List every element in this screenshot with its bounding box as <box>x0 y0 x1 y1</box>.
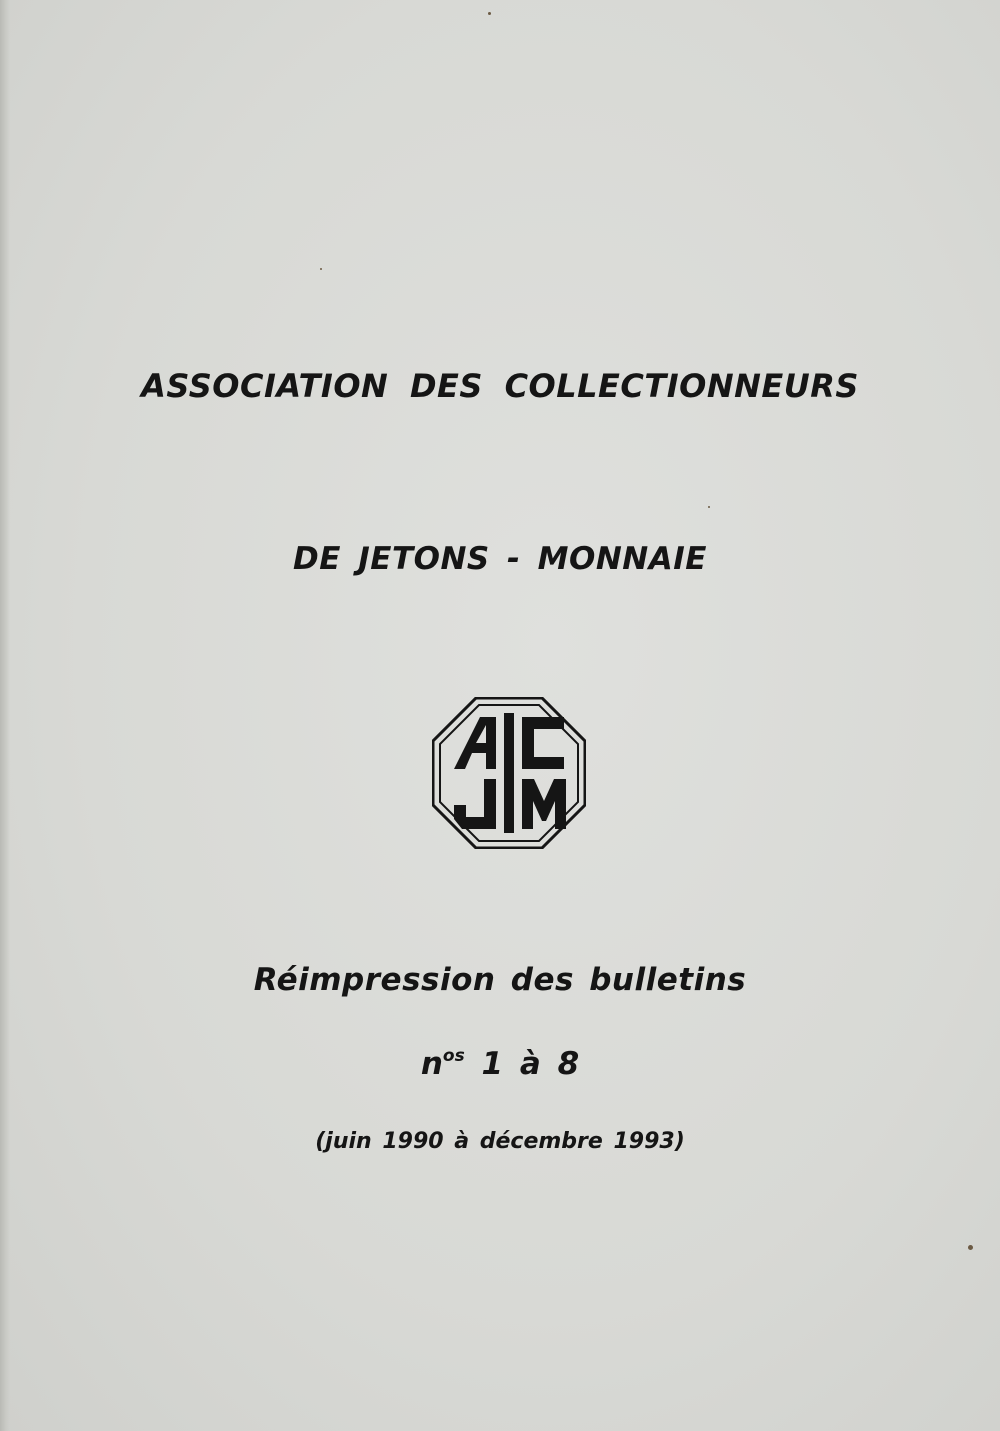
association-title-line-1: ASSOCIATION DES COLLECTIONNEURS <box>141 367 859 405</box>
paper-speck <box>488 12 491 15</box>
issue-numbers <box>0 1046 1000 1082</box>
association-title-line-2: DE JETONS - MONNAIE <box>293 541 707 577</box>
issue-numbers-range: 1 à 8 <box>481 1046 580 1082</box>
page-left-edge-shadow <box>0 0 10 1431</box>
issue-numbers-prefix: n <box>420 1046 443 1082</box>
issue-numbers-superscript: os <box>442 1046 465 1066</box>
paper-speck <box>708 506 710 508</box>
paper-speck <box>968 1245 973 1250</box>
paper-speck <box>320 268 322 270</box>
acjm-octagon-monogram-icon <box>432 697 586 849</box>
reprint-subtitle: Réimpression des bulletins <box>253 962 747 998</box>
date-range: (juin 1990 à décembre 1993) <box>315 1129 685 1154</box>
